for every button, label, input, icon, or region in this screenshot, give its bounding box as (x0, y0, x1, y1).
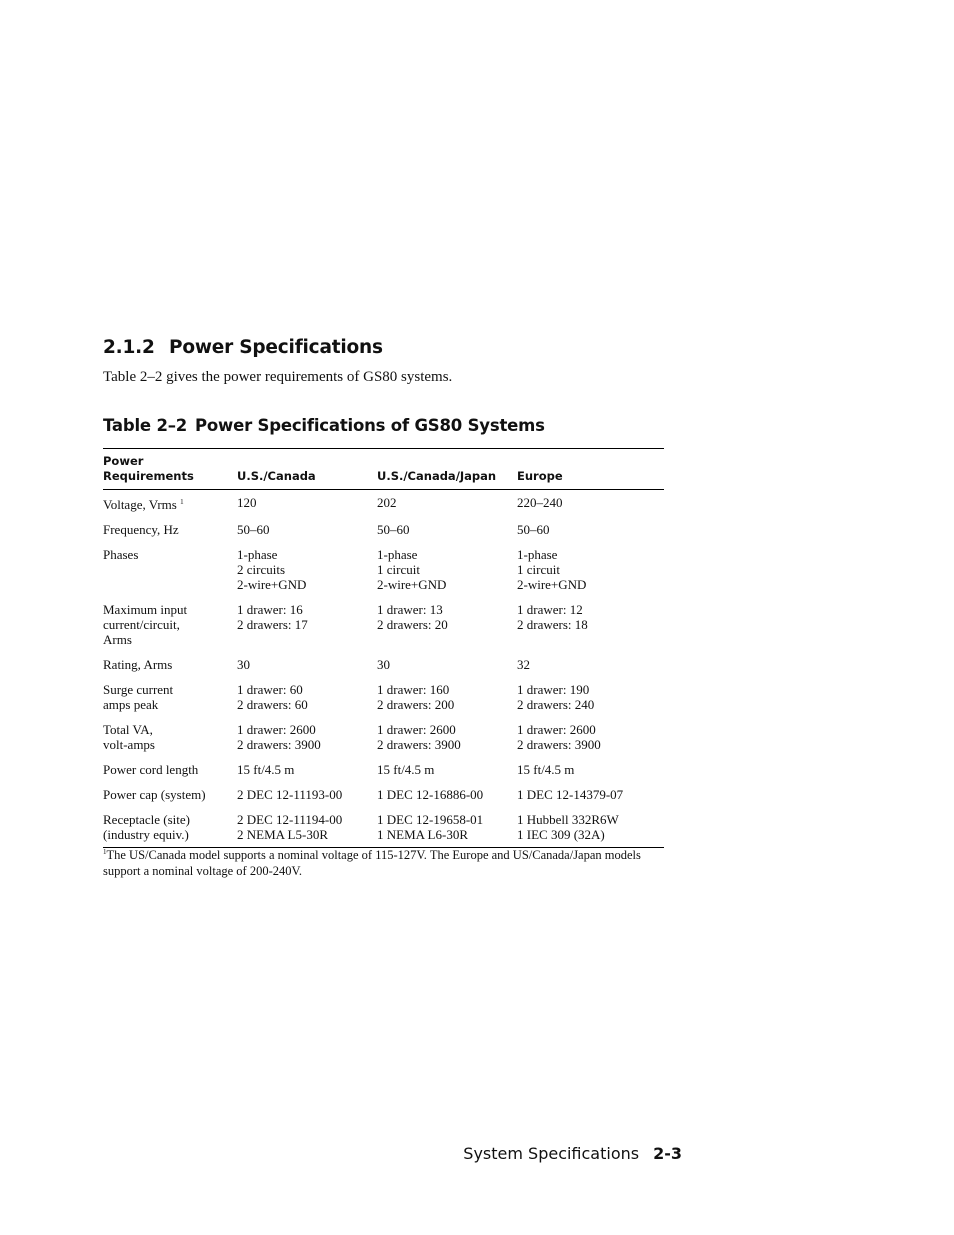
row-label (103, 490, 237, 523)
table-row (103, 787, 664, 812)
row-label-text: Voltage, Vrms (103, 497, 177, 512)
section-number: 2.1.2 (103, 337, 155, 358)
cell-europe: 1 Hubbell 332R6W 1 IEC 309 (32A) (517, 812, 619, 842)
cell-europe: 220–240 (517, 495, 563, 510)
row-label: Frequency, Hz (103, 522, 179, 537)
table-label: Table 2–2 (103, 416, 188, 435)
cell-europe: 1 DEC 12-14379-07 (517, 787, 624, 802)
cell-us-canada: 2 DEC 12-11194-00 2 NEMA L5-30R (237, 812, 343, 842)
row-label: Surge current amps peak (103, 682, 174, 712)
cell-us-canada: 2 DEC 12-11193-00 (237, 787, 343, 802)
cell-europe: 32 (517, 657, 530, 672)
footnote-ref: 1 (180, 498, 184, 506)
row-label: Receptacle (site) (industry equiv.) (103, 812, 190, 842)
section-heading (103, 337, 383, 358)
cell-us-canada-japan: 15 ft/4.5 m (377, 762, 435, 777)
table-caption (103, 416, 545, 435)
table-footnote (103, 844, 663, 879)
table-header-row (103, 449, 664, 490)
cell-us-canada: 120 (237, 495, 257, 510)
section-title: Power Specifications (169, 337, 383, 358)
cell-us-canada-japan: 202 (377, 495, 397, 510)
cell-us-canada: 30 (237, 657, 250, 672)
row-label: Rating, Arms (103, 657, 173, 672)
table-row (103, 812, 664, 848)
cell-us-canada-japan: 1-phase 1 circuit 2-wire+GND (377, 547, 447, 592)
cell-us-canada-japan: 50–60 (377, 522, 410, 537)
page-footer (463, 1144, 682, 1163)
cell-us-canada: 1 drawer: 60 2 drawers: 60 (237, 682, 308, 712)
cell-us-canada-japan: 30 (377, 657, 390, 672)
cell-us-canada-japan: 1 drawer: 2600 2 drawers: 3900 (377, 722, 461, 752)
cell-europe: 50–60 (517, 522, 550, 537)
table-title: Power Specifications of GS80 Systems (195, 416, 545, 435)
cell-us-canada-japan: 1 DEC 12-19658-01 1 NEMA L6-30R (377, 812, 484, 842)
intro-paragraph: Table 2–2 gives the power requirements of GS80 systems. (103, 369, 453, 385)
table-row (103, 490, 664, 523)
cell-us-canada: 1 drawer: 16 2 drawers: 17 (237, 602, 308, 632)
table-row (103, 657, 664, 682)
header-power-requirements: Power Requirements (103, 454, 194, 483)
table-row (103, 762, 664, 787)
page-number: 2-3 (653, 1144, 682, 1163)
cell-us-canada-japan: 1 drawer: 13 2 drawers: 20 (377, 602, 448, 632)
cell-us-canada-japan: 1 DEC 12-16886-00 (377, 787, 484, 802)
table-row (103, 547, 664, 602)
cell-us-canada: 15 ft/4.5 m (237, 762, 295, 777)
cell-us-canada-japan: 1 drawer: 160 2 drawers: 200 (377, 682, 455, 712)
cell-europe: 1 drawer: 190 2 drawers: 240 (517, 682, 595, 712)
row-label: Maximum input current/circuit, Arms (103, 602, 188, 647)
table-row (103, 522, 664, 547)
cell-europe: 1 drawer: 12 2 drawers: 18 (517, 602, 588, 632)
cell-europe: 1 drawer: 2600 2 drawers: 3900 (517, 722, 601, 752)
table-row (103, 602, 664, 657)
cell-us-canada: 1-phase 2 circuits 2-wire+GND (237, 547, 307, 592)
table-row (103, 722, 664, 762)
cell-europe: 15 ft/4.5 m (517, 762, 575, 777)
row-label: Phases (103, 547, 139, 562)
cell-us-canada: 1 drawer: 2600 2 drawers: 3900 (237, 722, 321, 752)
footnote-marker: 1 (103, 848, 107, 856)
row-label: Power cap (system) (103, 787, 206, 802)
header-europe: Europe (517, 469, 563, 483)
power-spec-table (103, 448, 664, 848)
table-row (103, 682, 664, 722)
row-label: Power cord length (103, 762, 199, 777)
footnote-text: The US/Canada model supports a nominal voltage of 115-127V. The Europe and US/Canada/Japan models support a nominal voltage of 200-240V. (103, 848, 641, 878)
header-us-canada-japan: U.S./Canada/Japan (377, 469, 497, 483)
footer-title: System Specifications (463, 1144, 640, 1163)
cell-us-canada: 50–60 (237, 522, 270, 537)
header-us-canada: U.S./Canada (237, 469, 316, 483)
row-label: Total VA, volt-amps (103, 722, 155, 752)
cell-europe: 1-phase 1 circuit 2-wire+GND (517, 547, 587, 592)
